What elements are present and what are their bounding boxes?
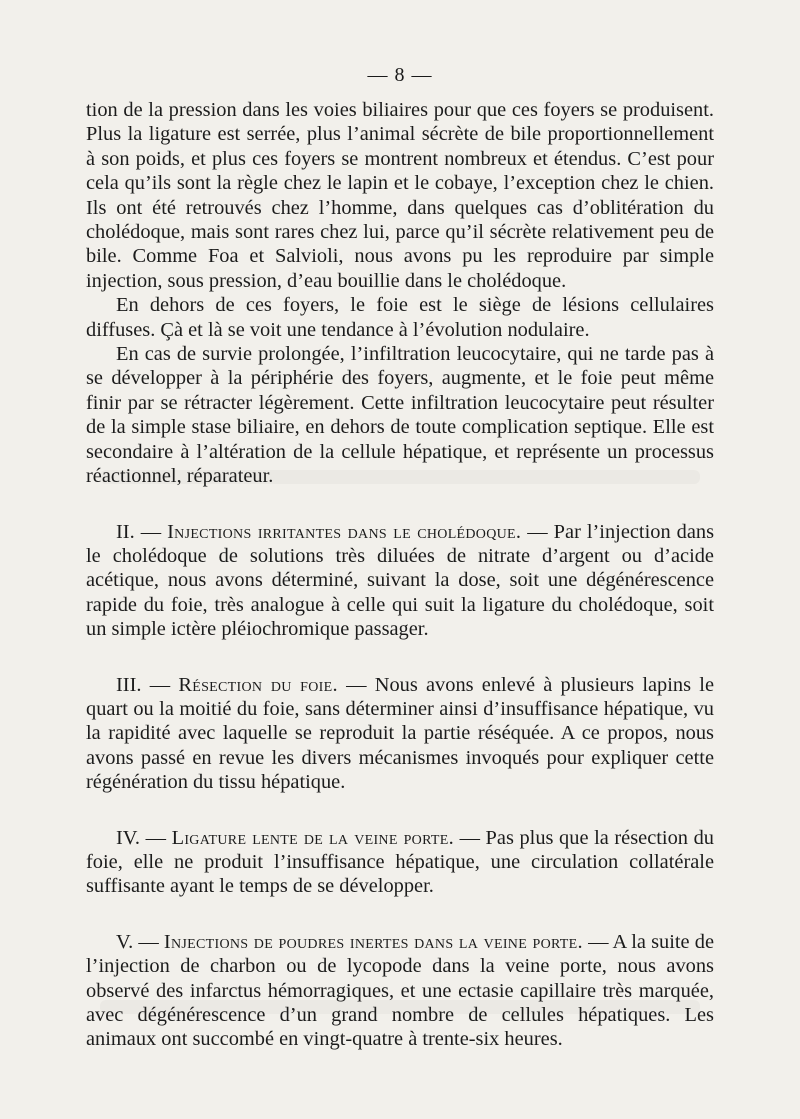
section-dash: — <box>145 826 166 849</box>
page-body <box>86 98 714 1052</box>
section-dash: — <box>140 520 162 543</box>
section-iv <box>86 826 714 899</box>
section-numeral: III. <box>116 673 142 696</box>
paragraph-continuation: tion de la pression dans les voies biliaires pour que ces foyers se produisent. Plus la ligature est serrée, plus l’animal sécrète de bile proportionnellement à son poids, et plus ces foyers se montrent nombreux et étendus. C’est pour cela qu’ils sont la règle chez le lapin et le cobaye, l’exception chez le chien. Ils ont été retrouvés chez l’homme, dans quelques cas d’oblitération du cholédoque, mais sont rares chez lui, parce qu’il sécrète relativement peu de bile. Comme Foa et Salvioli, nous avons pu les reproduire par simple injection, sous pression, d’eau bouillie dans le cholédoque. <box>86 99 714 292</box>
section-text: — A la suite de l’injection de charbon ou de lycopode dans la veine porte, nous avons observé des infarctus hémorragiques, et une ectasie capillaire très marquée, avec dégénérescence d’un grand nombre de cellules hépatiques. Les animaux ont succombé en vingt-quatre à trente-six heures. <box>86 930 714 1051</box>
paragraph-lesions: En dehors de ces foyers, le foie est le siège de lésions cellulaires diffuses. Çà et là se voit une tendance à l’évolution nodulaire. <box>86 294 714 341</box>
section-iii <box>86 673 714 795</box>
section-dash: — <box>138 930 159 953</box>
section-text: — Pas plus que la résection du foie, elle ne produit l’insuffisance hépatique, une circulation collatérale suffisante ayant le temps de se développer. <box>86 826 714 898</box>
section-heading: Résection du foie. <box>178 673 338 696</box>
section-numeral: II. <box>116 520 135 543</box>
section-ii <box>86 520 714 642</box>
section-heading: Injections irritantes dans le cholédoque. <box>167 520 522 543</box>
section-dash: — <box>149 673 171 696</box>
page-number: — 8 — <box>367 64 433 86</box>
section-heading: Ligature lente de la veine porte. <box>171 826 454 849</box>
section-numeral: V. <box>116 930 134 953</box>
paragraph-survie: En cas de survie prolongée, l’infiltration leucocytaire, qui ne tarde pas à se développer à la périphérie des foyers, augmente, et le foie peut même finir par se rétracter légèrement. Cette infiltration leucocytaire peut résulter de la simple stase biliaire, en dehors de toute complication septique. Elle est secondaire à l’altération de la cellule hépatique, et représente un processus réactionnel, réparateur. <box>86 343 714 488</box>
section-heading: Injections de poudres inertes dans la veine porte. <box>163 930 583 953</box>
section-v <box>86 930 714 1052</box>
section-numeral: IV. <box>116 826 140 849</box>
section-text: — Nous avons enlevé à plusieurs lapins le quart ou la moitié du foie, sans déterminer ainsi d’insuffisance hépatique, vu la rapidité avec laquelle se reproduit la partie réséquée. A ce propos, nous avons passé en revue les divers mécanismes invoqués pour expliquer cette régénération du tissu hépatique. <box>86 673 714 794</box>
section-text: — Par l’injection dans le cholédoque de solutions très diluées de nitrate d’argent ou d’acide acétique, nous avons déterminé, suivant la dose, soit une dégénérescence rapide du foie, très analogue à celle qui suit la ligature du cholédoque, soit un simple ictère pléiochromique passager. <box>86 520 715 641</box>
